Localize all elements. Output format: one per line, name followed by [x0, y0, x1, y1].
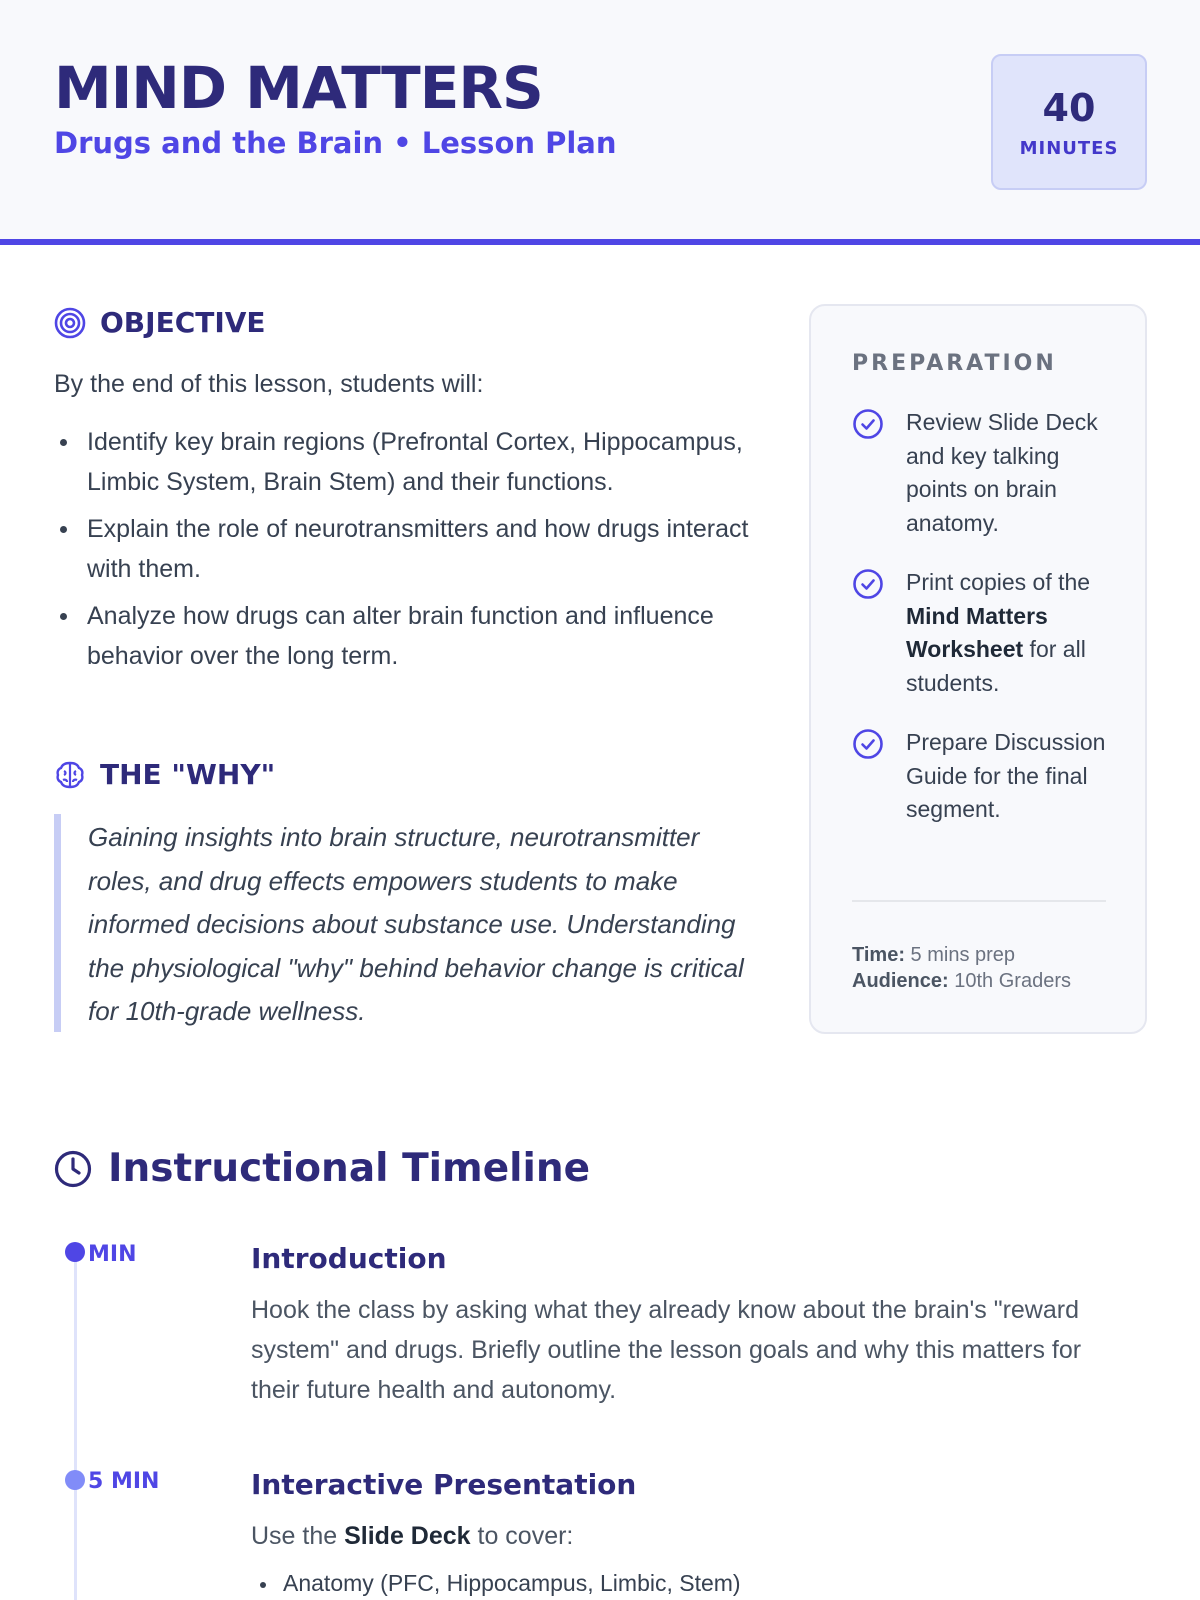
timeline-step-title: Interactive Presentation — [251, 1468, 637, 1501]
timeline-line — [74, 1252, 77, 1600]
objective-heading — [54, 306, 266, 339]
why-quote: Gaining insights into brain structure, neurotransmitter roles, and drug effects empowers students to make informed decisions about substance use. Understanding the physiological "why" behind behavior change is critical for 10th-grade wellness. — [54, 814, 766, 1032]
why-heading — [54, 758, 275, 791]
brain-icon — [54, 759, 86, 791]
timeline-heading — [54, 1146, 590, 1191]
timeline-time: MIN — [88, 1242, 137, 1267]
timeline-step-desc: Hook the class by asking what they already know about the brain's "reward system" and drugs. Briefly outline the lesson goals and why this matters for their future health and autonomy. — [251, 1296, 1082, 1404]
list-item: Explain the role of neurotransmitters and how drugs interact with them. — [54, 509, 759, 589]
timeline-step-bullets — [251, 1570, 741, 1597]
preparation-title: PREPARATION — [852, 351, 1057, 376]
duration-value: 40 — [1042, 86, 1096, 130]
list-item: Anatomy (PFC, Hippocampus, Limbic, Stem) — [251, 1570, 741, 1597]
timeline-time: 5 MIN — [88, 1469, 160, 1494]
prep-item-text: Print copies of the Mind Matters Worksheet for all students. — [906, 569, 1091, 696]
worksheet-name: Mind Matters Worksheet — [906, 602, 1048, 662]
timeline-dot — [65, 1470, 85, 1490]
objective-lead: By the end of this lesson, students will: — [54, 370, 484, 398]
prep-time: Time: 5 mins prep — [852, 944, 1016, 966]
prep-item — [852, 566, 1122, 700]
list-item: Analyze how drugs can alter brain function and influence behavior over the long term. — [54, 596, 759, 676]
slide-deck-name: Slide Deck — [344, 1522, 471, 1550]
page-subtitle: Drugs and the Brain • Lesson Plan — [54, 126, 617, 160]
prep-item — [852, 726, 1122, 827]
timeline-step-title: Introduction — [251, 1242, 447, 1275]
page-title: MIND MATTERS — [54, 54, 543, 122]
preparation-card — [809, 304, 1147, 1034]
duration-unit: MINUTES — [1019, 138, 1119, 159]
prep-item-text: Prepare Discussion Guide for the final segment. — [906, 729, 1106, 822]
clock-icon — [54, 1150, 92, 1188]
objective-title: OBJECTIVE — [100, 306, 266, 339]
timeline-title: Instructional Timeline — [108, 1146, 591, 1191]
target-icon — [54, 307, 86, 339]
timeline-step-desc: Use the Slide Deck to cover: — [251, 1522, 574, 1550]
why-title: THE "WHY" — [100, 758, 276, 791]
prep-item-text: Review Slide Deck and key talking points on brain anatomy. — [906, 409, 1098, 536]
check-circle-icon — [852, 568, 884, 600]
list-item: Identify key brain regions (Prefrontal Cortex, Hippocampus, Limbic System, Brain Stem) and their functions. — [54, 422, 759, 502]
timeline-dot — [65, 1242, 85, 1262]
prep-item — [852, 406, 1122, 540]
check-circle-icon — [852, 408, 884, 440]
page-header — [0, 0, 1200, 245]
check-circle-icon — [852, 728, 884, 760]
duration-badge — [991, 54, 1147, 190]
objective-list — [54, 422, 759, 683]
prep-audience: Audience: 10th Graders — [852, 970, 1071, 992]
divider — [852, 900, 1106, 902]
